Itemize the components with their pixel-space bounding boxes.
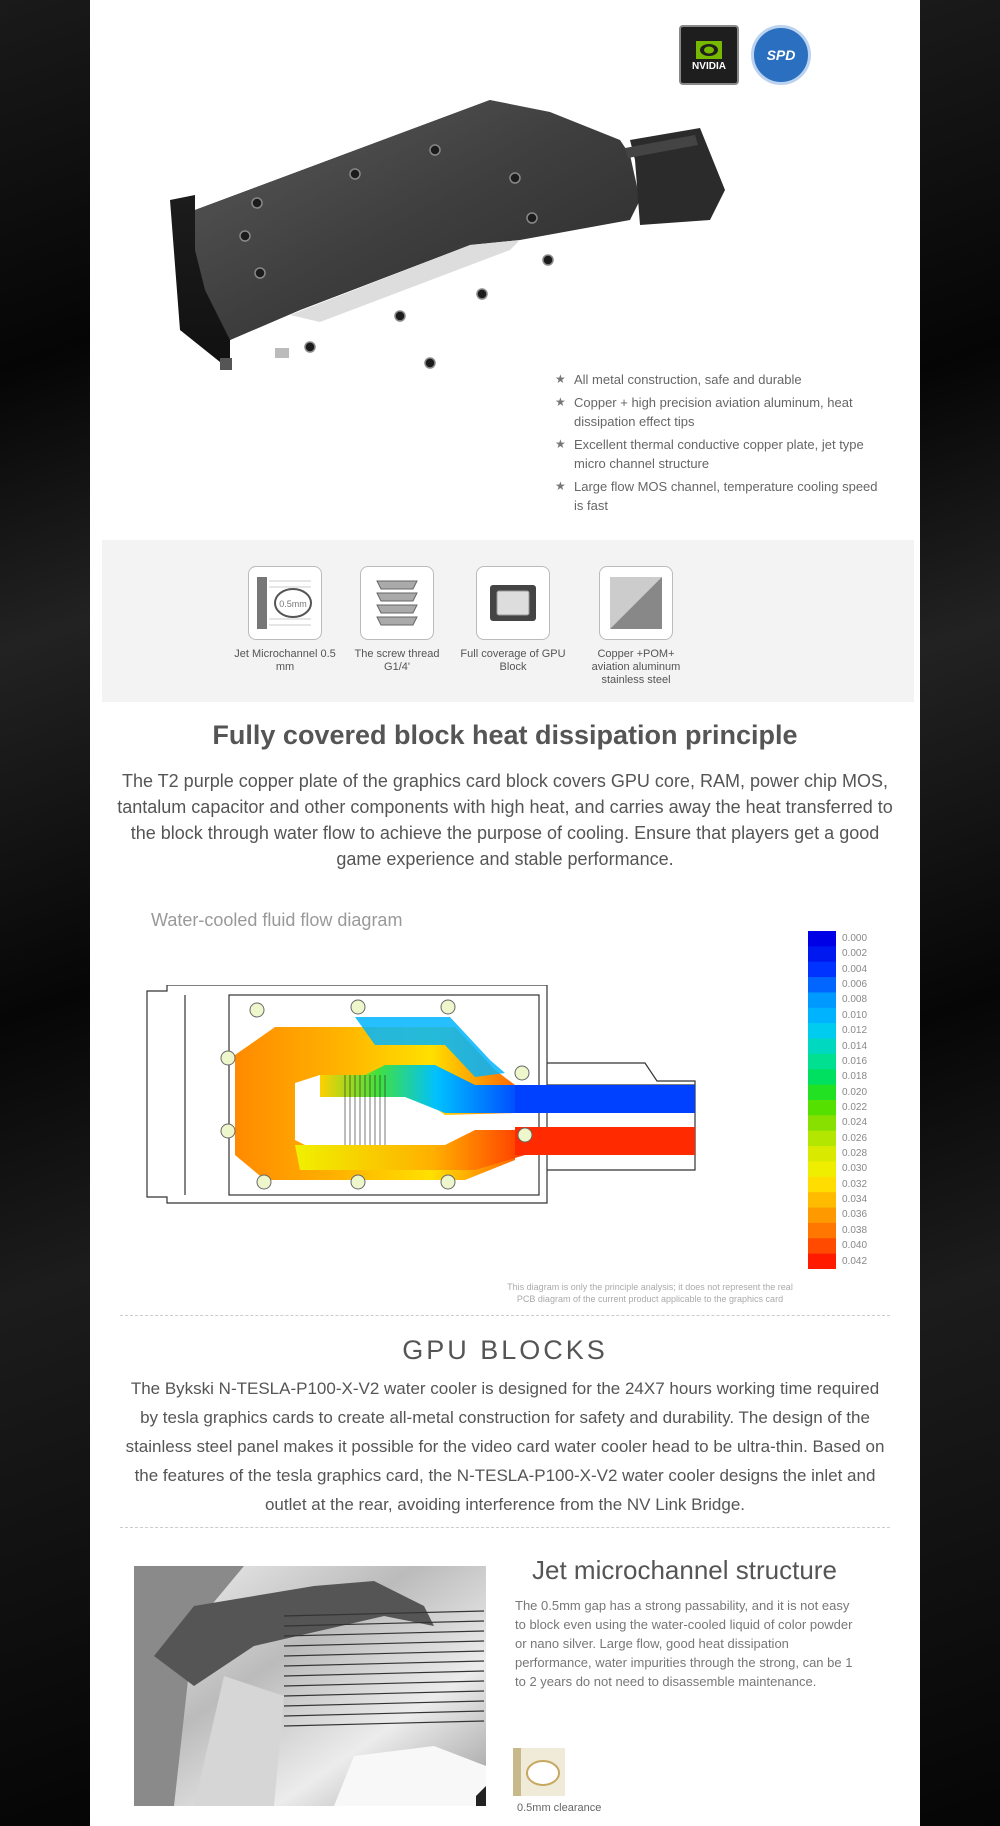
principle-text: The T2 purple copper plate of the graphics card block covers GPU core, RAM, power chip MOS, tantalum capacitor and other components with high heat, and carries away the heat transferred to the block through water flow to achieve the purpose of cooling. Ensure that players get a good game experience and stable performance.	[117, 771, 893, 869]
legend-swatch	[808, 1208, 836, 1224]
legend-value: 0.042	[842, 1255, 868, 1267]
legend-value: 0.006	[842, 979, 868, 991]
legend-swatch	[808, 1254, 836, 1269]
legend-swatch	[808, 1100, 836, 1116]
spd-logo-text: SPD	[766, 47, 796, 63]
spec-gpu-coverage	[458, 566, 568, 674]
legend-value: 0.030	[842, 1163, 868, 1175]
legend-value: 0.024	[842, 1117, 868, 1129]
legend-swatch	[808, 1238, 836, 1254]
spec-label: Copper +POM+ aviation aluminum stainless steel	[591, 648, 681, 686]
material-icon	[599, 566, 673, 640]
legend-value: 0.026	[842, 1132, 868, 1144]
legend-swatch	[808, 977, 836, 993]
legend-swatch	[808, 1069, 836, 1085]
spec-label: The screw thread G1/4'	[354, 648, 440, 673]
jet-text: The 0.5mm gap has a strong passability, and it is not easy to block even using the water-cooled liquid of color powder or nano silver. Large flow, good heat dissipation performance, water impurities through the strong, can be 1 to 2 years do not need to disassemble maintenance.	[515, 1598, 853, 1689]
legend-swatch	[808, 1223, 836, 1239]
legend-value: 0.018	[842, 1071, 868, 1083]
legend-value: 0.032	[842, 1178, 868, 1190]
legend-value: 0.036	[842, 1209, 868, 1221]
legend-value: 0.028	[842, 1148, 868, 1160]
clearance-icon	[513, 1748, 565, 1796]
spec-screw-thread	[342, 566, 452, 674]
spec-label: Full coverage of GPU Block	[460, 648, 566, 673]
legend-swatch	[808, 1146, 836, 1162]
fluid-flow-diagram	[145, 985, 765, 1240]
legend-value: 0.000	[842, 933, 868, 944]
spec-icon-strip	[102, 540, 914, 702]
legend-value: 0.022	[842, 1101, 868, 1113]
section-divider	[120, 1527, 890, 1528]
legend-swatch	[808, 992, 836, 1008]
legend-swatch	[808, 1177, 836, 1193]
legend-value: 0.038	[842, 1224, 868, 1236]
jet-microchannel-icon	[248, 566, 322, 640]
legend-value: 0.004	[842, 963, 868, 975]
nvidia-logo-text: NVIDIA	[692, 60, 726, 72]
spec-material	[581, 566, 691, 687]
flow-diagram-title: Water-cooled fluid flow diagram	[151, 910, 403, 930]
legend-swatch	[808, 1192, 836, 1208]
jet-microchannel-image	[134, 1566, 486, 1806]
nvidia-logo	[679, 25, 739, 85]
legend-swatch	[808, 962, 836, 978]
product-page	[90, 0, 920, 1826]
legend-swatch	[808, 931, 836, 947]
svg-text:0.5mm: 0.5mm	[279, 599, 307, 609]
legend-swatch	[808, 1023, 836, 1039]
legend-value: 0.010	[842, 1009, 868, 1021]
feature-item: ★ Large flow MOS channel, temperature cooling speed is fast	[555, 477, 885, 515]
section-divider	[120, 1315, 890, 1316]
legend-swatch	[808, 1008, 836, 1024]
legend-swatch	[808, 1054, 836, 1070]
legend-value: 0.008	[842, 994, 868, 1006]
spec-jet-microchannel	[230, 566, 340, 674]
flow-color-legend	[808, 931, 838, 1269]
background-right	[920, 0, 1000, 1826]
legend-value: 0.002	[842, 948, 868, 960]
legend-swatch	[808, 1131, 836, 1147]
feature-item: ★ Copper + high precision aviation aluminum, heat dissipation effect tips	[555, 393, 885, 431]
feature-item: ★ Excellent thermal conductive copper plate, jet type micro channel structure	[555, 435, 885, 473]
gpu-coverage-icon	[476, 566, 550, 640]
legend-value: 0.020	[842, 1086, 868, 1098]
feature-list	[555, 370, 885, 519]
legend-swatch	[808, 1161, 836, 1177]
flow-legend-labels	[842, 931, 867, 1269]
spd-logo	[751, 25, 811, 85]
principle-heading: Fully covered block heat dissipation principle	[212, 720, 798, 750]
screw-thread-icon	[360, 566, 434, 640]
flow-diagram-note: This diagram is only the principle analysis; it does not represent the real PCB diagram of the current product applicable to the graphics card	[507, 1282, 793, 1304]
spec-label: Jet Microchannel 0.5 mm	[234, 648, 336, 673]
legend-swatch	[808, 946, 836, 962]
legend-value: 0.034	[842, 1194, 868, 1206]
feature-item: ★ All metal construction, safe and durable	[555, 370, 885, 389]
clearance-label: 0.5mm clearance	[517, 1802, 602, 1814]
nvidia-eye-icon	[694, 39, 724, 61]
jet-heading: Jet microchannel structure	[532, 1555, 837, 1585]
legend-value: 0.014	[842, 1040, 868, 1052]
legend-swatch	[808, 1085, 836, 1101]
legend-swatch	[808, 1115, 836, 1131]
background-left	[0, 0, 90, 1826]
legend-value: 0.040	[842, 1240, 868, 1252]
gpu-blocks-heading: GPU BLOCKS	[402, 1335, 608, 1365]
legend-swatch	[808, 1039, 836, 1055]
legend-value: 0.012	[842, 1025, 868, 1037]
brand-badges	[679, 25, 811, 85]
gpu-blocks-text: The Bykski N-TESLA-P100-X-V2 water cooler is designed for the 24X7 hours working time required by tesla graphics cards to create all-metal construction for safety and durability. The design of the stainless steel panel makes it possible for the video card water cooler head to be ultra-thin. Based on the features of the tesla graphics card, the N-TESLA-P100-X-V2 water cooler designs the inlet and outlet at the rear, avoiding interference from the NV Link Bridge.	[125, 1379, 885, 1514]
legend-value: 0.016	[842, 1055, 868, 1067]
